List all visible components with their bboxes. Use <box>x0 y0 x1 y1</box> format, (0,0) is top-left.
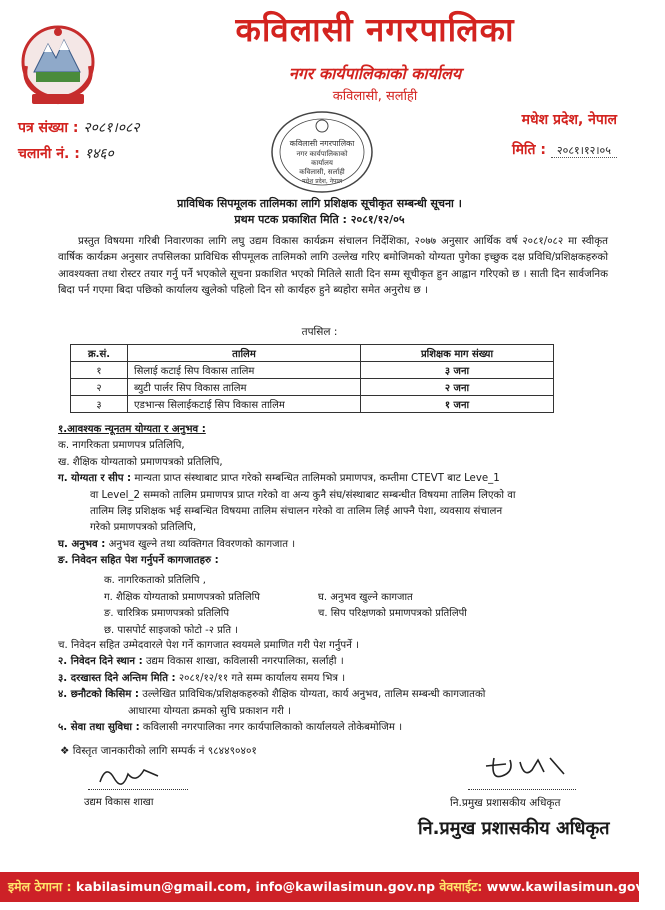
date-label: मिति : <box>511 142 547 158</box>
cell-count: २ जना <box>361 379 554 396</box>
training-table <box>70 344 554 413</box>
table-header-row <box>71 345 554 362</box>
cell-sn: ३ <box>71 396 128 413</box>
p5-label: ५. सेवा तथा सुविधा : <box>58 722 140 734</box>
nepal-emblem-icon <box>18 22 98 108</box>
documents-list <box>104 573 584 639</box>
cell-sn: १ <box>71 362 128 379</box>
right-signature-label: नि.प्रमुख प्रशासकीय अधिकृत <box>450 797 561 809</box>
email-value[interactable]: kabilasimun@gmail.com, info@kawilasimun.gov.np <box>75 879 436 894</box>
province-label: मधेश प्रदेश, नेपाल <box>521 112 617 128</box>
contact-text: विस्तृत जानकारीको लागि सम्पर्क नं ९८४४९०४०१ <box>72 745 257 757</box>
p4-text2: आधारमा योग्यता क्रमको सुचि प्रकाशन गरी । <box>128 705 292 717</box>
svg-text:मधेश प्रदेश, नेपाल: मधेश प्रदेश, नेपाल <box>301 178 343 185</box>
left-signature-label: उद्यम विकास शाखा <box>84 797 154 808</box>
municipality-title: कविलासी नगरपालिका <box>235 10 515 49</box>
office-stamp-icon <box>268 108 376 196</box>
p5-text: कविलासी नगरपालिका नगर कार्यपालिकाको कार्यालयले तोकेबमोजिम । <box>139 722 403 734</box>
table-row <box>71 396 554 413</box>
requirements-section <box>58 422 613 570</box>
col-header-sn: क्र.सं. <box>71 345 128 362</box>
notice-title: प्राविधिक सिपमूलक तालिमका लागि प्रशिक्षक सूचीकृत सम्बन्धी सूचना । <box>177 197 462 210</box>
svg-text:कार्यालय: कार्यालय <box>311 159 333 167</box>
email-label: इमेल ठेगाना : <box>8 879 72 894</box>
doc-item: छ. पासपोर्ट साइजको फोटो -२ प्रति । <box>104 624 239 636</box>
website-label: वेवसाईट: <box>439 879 483 894</box>
website-value[interactable]: www.kawilasimun.gov.np <box>486 879 665 894</box>
req-kha: ख. शैक्षिक योग्यताको प्रमाणपत्रको प्रतिलिपि, <box>58 456 223 468</box>
contact-line <box>60 744 257 758</box>
cell-training: एडभान्स सिलाईकटाई सिप विकास तालिम <box>128 396 361 413</box>
reference-label: पत्र संख्या : <box>18 120 79 136</box>
p3-text: २०८१/१२/११ गते सम्म कार्यालय समय भित्र । <box>175 672 346 684</box>
notice-published-date: प्रथम पटक प्रकाशित मिति : २०८१/१२/०५ <box>234 213 405 226</box>
dispatch-number <box>18 144 114 163</box>
right-signature-icon <box>480 752 570 790</box>
right-signature-line <box>468 789 576 790</box>
reference-number <box>18 118 140 137</box>
req-cha: च. निवेदन सहित उम्मेदवारले पेश गर्ने कागजात स्वयमले प्रमाणित गरी पेश गर्नुपर्ने । <box>58 640 359 651</box>
req-ka: क. नागरिकता प्रमाणपत्र प्रतिलिपि, <box>58 440 185 452</box>
footer-bar <box>0 872 665 902</box>
cell-count: ३ जना <box>361 362 554 379</box>
date-line <box>512 140 617 159</box>
table-row <box>71 379 554 396</box>
reference-value: २०८१।०८२ <box>83 120 140 136</box>
table-row <box>71 362 554 379</box>
cell-training: ब्युटी पार्लर सिप विकास तालिम <box>128 379 361 396</box>
req-ga-line4: गरेको प्रमाणपत्रको प्रतिलिपि, <box>90 522 197 534</box>
office-location: कविलासी, सर्लाही <box>332 89 418 104</box>
doc-item: ङ. चारित्रिक प्रमाणपत्रको प्रतिलिपि <box>104 608 230 619</box>
p4-label: ४. छनौटको किसिम : <box>58 689 139 701</box>
p3-label: ३. दरखास्त दिने अन्तिम मिति : <box>58 672 176 684</box>
doc-item: च. सिप परिक्षणको प्रमाणपत्रको प्रतिलिपी <box>318 608 467 619</box>
svg-text:कविलासी नगरपालिका: कविलासी नगरपालिका <box>289 139 355 148</box>
p2-text: उद्यम विकास शाखा, कविलासी नगरपालिका, सर्लाही । <box>142 656 344 668</box>
cell-sn: २ <box>71 379 128 396</box>
doc-item: क. नागरिकताको प्रतिलिपि , <box>104 575 206 586</box>
requirements-heading: १.आवश्यक न्यूनतम योग्यता र अनुभव : <box>58 424 206 435</box>
process-section <box>58 638 613 736</box>
svg-text:कविलासी, सर्लाही: कविलासी, सर्लाही <box>299 168 345 176</box>
dispatch-label: चलानी नं. : <box>18 146 80 162</box>
notice-body: प्रस्तुत विषयमा गरिबी निवारणका लागि लघु उद्यम विकास कार्यक्रम संचालन निर्देशिका, २०७७ अनुसार आर्थिक वर्ष २०८१/०८२ मा स्वीकृत वार्षिक कार्यक्रम अनुसार तपसिलका प्राविधिक सीपमूलक तालिमको लागि उल्लेख गरिए बमोजिमको योग्यता पुगेका इच्छुक दक्ष प्रविधि/प्रशिक्षकहरुको आवश्यक्ता तथा रोस्टर तयार गर्नु पर्ने भएकोले सूचना प्रकाशित भएको मितिले साती दिन सम्म सूचीकृत हुन आह्वान गरिएको छ । साती दिन सार्वजनिक बिदा पर्न गएमा बिदा पछिको कार्यालय खुलेको पहिलो दिन सो कार्यहरु हुने ब्यहोरा समेत अनुरोध छ । <box>58 235 608 297</box>
p2-label: २. निवेदन दिने स्थान : <box>58 656 143 668</box>
req-ga-line3: तालिम लिइ प्रशिक्षक भई सम्बन्धित विषयमा तालिम संचालन गरेको वा तालिम लिई आफ्नै पेशा, व्यवसाय संचालन <box>90 506 503 518</box>
req-ga-label: ग. योग्यता र सीप : <box>58 473 132 485</box>
doc-item: घ. अनुभव खुल्ने कागजात <box>318 591 413 603</box>
req-gha-label: घ. अनुभव : <box>58 538 106 550</box>
cell-count: १ जना <box>361 396 554 413</box>
dispatch-value: १४६० <box>84 146 114 162</box>
col-header-training: तालिम <box>128 345 361 362</box>
p4-text: उल्लेखित प्राविधिक/प्रशिक्षकहरुको शैक्षिक योग्यता, कार्य अनुभव, तालिम सम्बन्धी कागजातको <box>139 689 486 701</box>
svg-text:नगर कार्यपालिकाको: नगर कार्यपालिकाको <box>296 150 348 158</box>
date-value: २०८१।१२।०५ <box>551 144 617 158</box>
col-header-count: प्रशिक्षक माग संख्या <box>361 345 554 362</box>
diamond-bullet-icon: ❖ <box>60 745 70 757</box>
req-ga-line2: वा Level_2 सम्मको तालिम प्रमाणपत्र प्राप्त गरेको वा अन्य कुनै संघ/संस्थाबाट सम्बन्धीत विषयमा तालिम लिएको वा <box>90 489 516 501</box>
table-caption: तपसिल : <box>301 326 338 338</box>
cell-training: सिलाई कटाई सिप विकास तालिम <box>128 362 361 379</box>
req-nga-label: ङ. निवेदन सहित पेश गर्नुपर्ने कागजातहरु : <box>58 555 219 567</box>
req-gha-text: अनुभव खुल्ने तथा व्यक्तिगत विवरणको कागजात । <box>105 538 296 550</box>
office-subtitle: नगर कार्यपालिकाको कार्यालय <box>288 64 462 83</box>
left-signature-line <box>88 789 188 790</box>
req-ga-line1: मान्यता प्राप्त संस्थाबाट प्राप्त गरेको सम्बन्धित तालिमको प्रमाणपत्र, कम्तीमा CTEVT बाट Leve_1 <box>131 473 500 485</box>
doc-item: ग. शैक्षिक योग्यताको प्रमाणपत्रको प्रतिलिपि <box>104 591 260 603</box>
officer-title-stamp: नि.प्रमुख प्रशासकीय अधिकृत <box>418 818 610 839</box>
